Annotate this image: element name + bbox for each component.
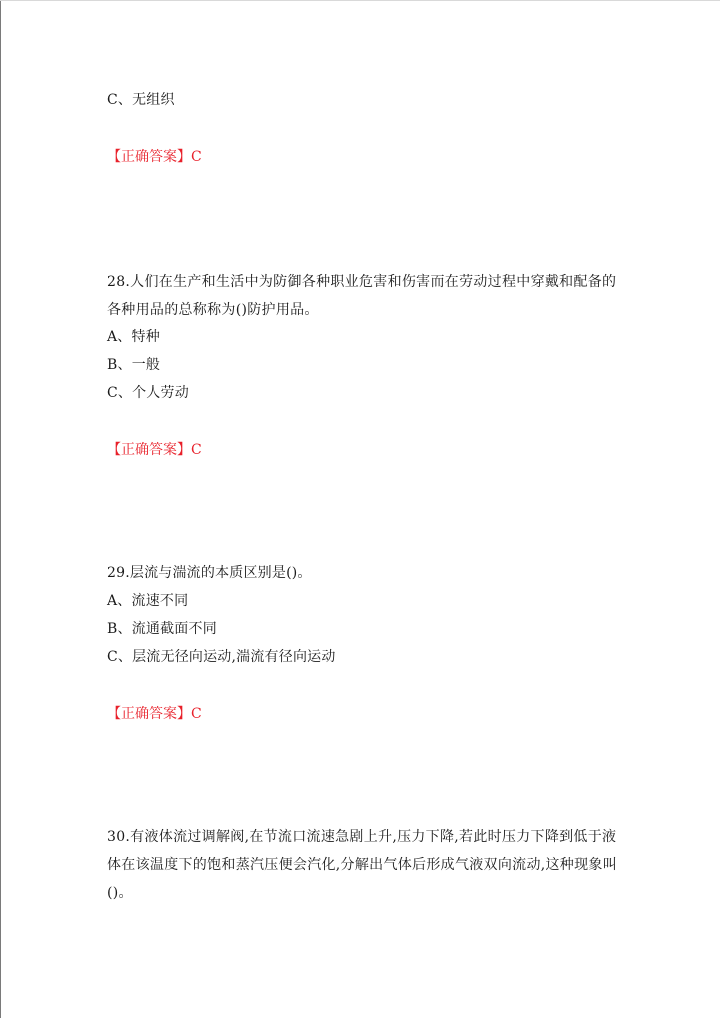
option-text: A、流速不同 (107, 593, 189, 609)
option-text: B、流通截面不同 (107, 621, 217, 637)
option-text: C、层流无径向运动,湍流有径向运动 (107, 649, 336, 665)
question-text: 28.人们在生产和生活中为防御各种职业危害和伤害而在劳动过程中穿戴和配备的各种用品的总称称为()防护用品。 (107, 274, 617, 318)
option-text: A、特种 (107, 329, 160, 345)
correct-answer: 【正确答案】C (107, 149, 202, 165)
page-left-border (0, 0, 1, 1018)
question-text: 29.层流与湍流的本质区别是()。 (107, 565, 312, 581)
page-top-border (0, 0, 720, 1)
question-text: 30.有液体流过调解阀,在节流口流速急剧上升,压力下降,若此时压力下降到低于液体在该温度下的饱和蒸汽压便会汽化,分解出气体后形成气液双向流动,这种现象叫()。 (107, 829, 617, 901)
correct-answer: 【正确答案】C (107, 442, 202, 458)
option-text: C、个人劳动 (107, 385, 189, 401)
option-text: B、一般 (107, 357, 161, 373)
correct-answer: 【正确答案】C (107, 706, 202, 722)
option-text: C、无组织 (107, 92, 175, 108)
